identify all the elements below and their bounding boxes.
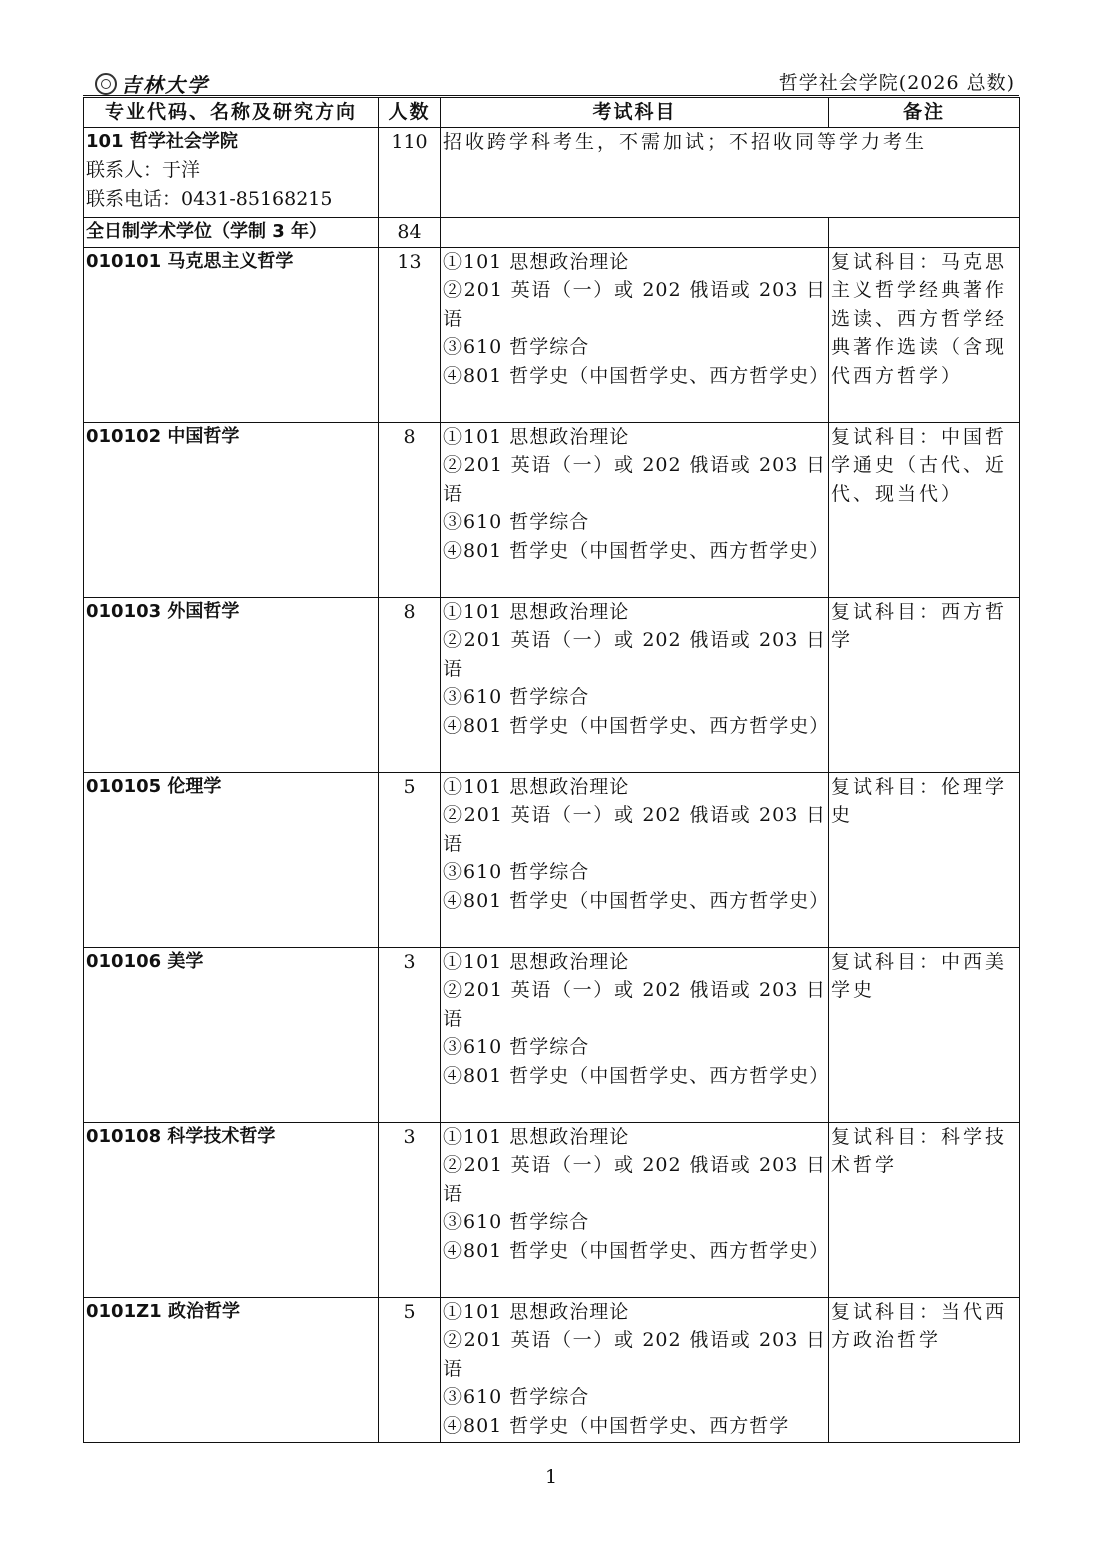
exam-subject: ④801 哲学史（中国哲学史、西方哲学史） bbox=[443, 714, 830, 737]
exam-subject: ①101 思想政治理论 bbox=[443, 775, 630, 798]
exam-subject: ③610 哲学综合 bbox=[443, 511, 590, 533]
dept-note: 招收跨学科考生，不需加试；不招收同等学力考生 bbox=[441, 127, 1020, 217]
major-note: 复试科目：伦理学史 bbox=[829, 772, 1020, 947]
category-name: 全日制学术学位（学制 3 年） bbox=[84, 217, 379, 247]
exam-subject: ④801 哲学史（中国哲学史、西方哲学史） bbox=[443, 1239, 830, 1262]
exam-subject: ②201 英语（一）或 202 俄语或 203 日语 bbox=[443, 1154, 826, 1205]
major-count: 5 bbox=[379, 772, 441, 947]
exam-subject: ①101 思想政治理论 bbox=[443, 250, 630, 273]
major-subjects bbox=[441, 422, 829, 597]
exam-subject: ②201 英语（一）或 202 俄语或 203 日语 bbox=[443, 804, 826, 855]
major-count: 8 bbox=[379, 422, 441, 597]
admission-table bbox=[83, 97, 1020, 1443]
logo-text: 吉林大学 bbox=[121, 73, 209, 97]
col-header-subjects: 考试科目 bbox=[441, 98, 829, 128]
exam-subject: ③610 哲学综合 bbox=[443, 861, 590, 883]
major-row bbox=[84, 597, 1020, 772]
major-subjects bbox=[441, 247, 829, 422]
exam-subject: ④801 哲学史（中国哲学史、西方哲学史） bbox=[443, 889, 830, 912]
major-row bbox=[84, 422, 1020, 597]
exam-subject: ④801 哲学史（中国哲学史、西方哲学史） bbox=[443, 1064, 830, 1087]
major-count: 5 bbox=[379, 1297, 441, 1442]
exam-subject: ①101 思想政治理论 bbox=[443, 425, 630, 448]
col-header-count: 人数 bbox=[379, 98, 441, 128]
major-subjects bbox=[441, 1297, 829, 1442]
header-divider bbox=[83, 95, 1019, 96]
major-note: 复试科目：马克思主义哲学经典著作选读、西方哲学经典著作选读（含现代西方哲学） bbox=[829, 247, 1020, 422]
major-name: 010103 外国哲学 bbox=[84, 597, 379, 772]
major-row bbox=[84, 772, 1020, 947]
majors-body bbox=[84, 247, 1020, 1442]
exam-subject: ①101 思想政治理论 bbox=[443, 1125, 630, 1148]
major-row bbox=[84, 247, 1020, 422]
table-header-row bbox=[84, 98, 1020, 128]
exam-subject: ①101 思想政治理论 bbox=[443, 600, 630, 623]
major-subjects bbox=[441, 1122, 829, 1297]
major-name: 010101 马克思主义哲学 bbox=[84, 247, 379, 422]
major-row bbox=[84, 947, 1020, 1122]
exam-subject: ④801 哲学史（中国哲学史、西方哲学史） bbox=[443, 539, 830, 562]
exam-subject: ②201 英语（一）或 202 俄语或 203 日语 bbox=[443, 629, 826, 680]
page-number: 1 bbox=[544, 1466, 558, 1488]
exam-subject: ①101 思想政治理论 bbox=[443, 950, 630, 973]
exam-subject: ③610 哲学综合 bbox=[443, 1211, 590, 1233]
major-note: 复试科目：中国哲学通史（古代、近代、现当代） bbox=[829, 422, 1020, 597]
exam-subject: ③610 哲学综合 bbox=[443, 1036, 590, 1058]
dept-name: 101 哲学社会学院 bbox=[86, 130, 238, 152]
exam-subject: ①101 思想政治理论 bbox=[443, 1300, 630, 1323]
exam-subject: ③610 哲学综合 bbox=[443, 336, 590, 358]
exam-subject: ③610 哲学综合 bbox=[443, 686, 590, 708]
exam-subject: ④801 哲学史（中国哲学史、西方哲学史） bbox=[443, 364, 830, 387]
major-count: 13 bbox=[379, 247, 441, 422]
dept-phone: 联系电话：0431-85168215 bbox=[86, 187, 333, 210]
dept-contact: 联系人：于洋 bbox=[86, 159, 201, 181]
exam-subject: ④801 哲学史（中国哲学史、西方哲学 bbox=[443, 1414, 790, 1437]
seal-icon bbox=[95, 73, 117, 95]
major-subjects bbox=[441, 772, 829, 947]
exam-subject: ③610 哲学综合 bbox=[443, 1386, 590, 1408]
category-count: 84 bbox=[379, 217, 441, 247]
major-row bbox=[84, 1122, 1020, 1297]
dept-info bbox=[84, 127, 379, 217]
university-logo bbox=[95, 69, 209, 98]
major-note: 复试科目：科学技术哲学 bbox=[829, 1122, 1020, 1297]
col-header-major: 专业代码、名称及研究方向 bbox=[84, 98, 379, 128]
exam-subject: ②201 英语（一）或 202 俄语或 203 日语 bbox=[443, 454, 826, 505]
category-empty-note bbox=[829, 217, 1020, 247]
exam-subject: ②201 英语（一）或 202 俄语或 203 日语 bbox=[443, 1329, 826, 1380]
category-empty-subjects bbox=[441, 217, 829, 247]
major-note: 复试科目：西方哲学 bbox=[829, 597, 1020, 772]
major-row bbox=[84, 1297, 1020, 1442]
page-header bbox=[83, 66, 1019, 96]
exam-subject: ②201 英语（一）或 202 俄语或 203 日语 bbox=[443, 279, 826, 330]
major-note: 复试科目：中西美学史 bbox=[829, 947, 1020, 1122]
major-name: 010108 科学技术哲学 bbox=[84, 1122, 379, 1297]
col-header-note: 备注 bbox=[829, 98, 1020, 128]
category-row bbox=[84, 217, 1020, 247]
major-note: 复试科目：当代西方政治哲学 bbox=[829, 1297, 1020, 1442]
dept-row bbox=[84, 127, 1020, 217]
major-subjects bbox=[441, 947, 829, 1122]
major-name: 0101Z1 政治哲学 bbox=[84, 1297, 379, 1442]
major-count: 8 bbox=[379, 597, 441, 772]
header-title: 哲学社会学院(2026 总数) bbox=[778, 72, 1015, 94]
major-count: 3 bbox=[379, 947, 441, 1122]
major-name: 010102 中国哲学 bbox=[84, 422, 379, 597]
exam-subject: ②201 英语（一）或 202 俄语或 203 日语 bbox=[443, 979, 826, 1030]
major-name: 010106 美学 bbox=[84, 947, 379, 1122]
major-subjects bbox=[441, 597, 829, 772]
major-count: 3 bbox=[379, 1122, 441, 1297]
major-name: 010105 伦理学 bbox=[84, 772, 379, 947]
dept-count: 110 bbox=[379, 127, 441, 217]
